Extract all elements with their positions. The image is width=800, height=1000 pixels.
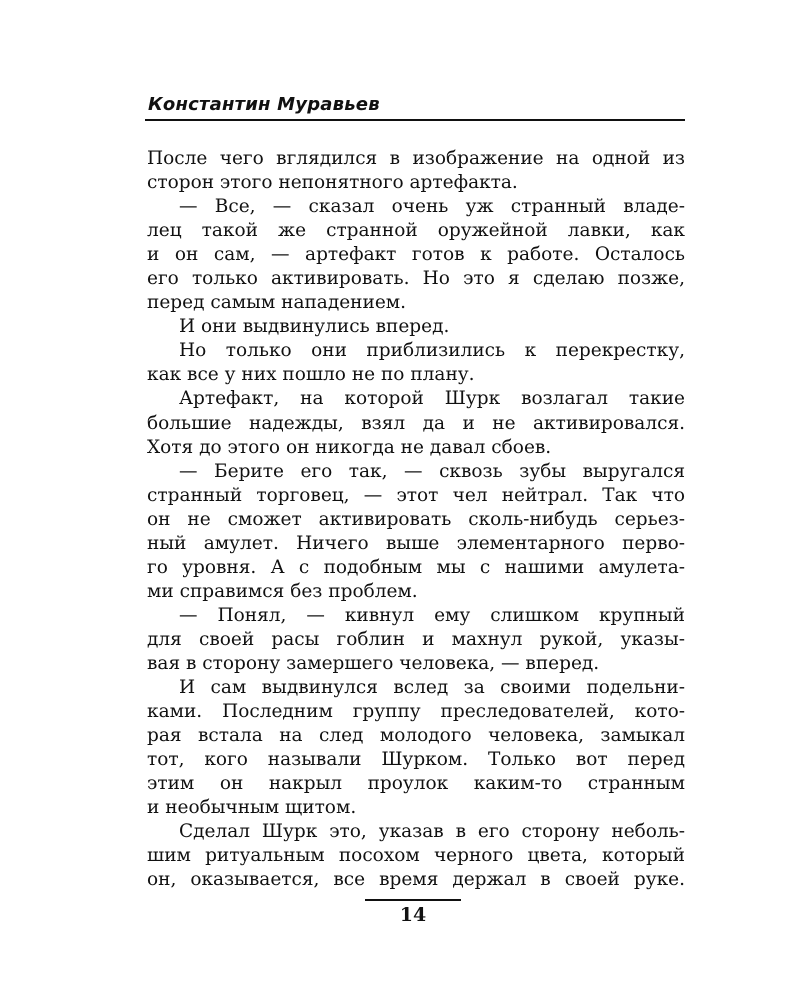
text-line: лец такой же странной оружейной лавки, как: [147, 220, 685, 242]
text-line: ками. Последним группу преследователей, кото-: [147, 701, 685, 723]
body-text: [147, 147, 685, 892]
text-line: После чего вглядился в изображение на одной из: [147, 148, 685, 169]
folio-rule: [365, 899, 461, 901]
text-line: рая встала на след молодого человека, замыкал: [147, 725, 685, 747]
header-rule: [145, 119, 685, 121]
text-line: он не сможет активировать сколь-нибудь серьез-: [147, 508, 685, 530]
running-head-author: Константин Муравьев: [148, 94, 380, 115]
text-line: его только активировать. Но это я сделаю позже,: [147, 268, 685, 290]
text-line: тот, кого называли Шурком. Только вот перед: [147, 749, 685, 771]
text-line: — Понял, — кивнул ему слишком крупный: [179, 604, 685, 626]
text-line: го уровня. А с подобным мы с нашими амулета-: [147, 556, 685, 578]
text-line: — Все, — сказал очень уж странный владе-: [179, 196, 685, 218]
text-line: как все у них пошло не по плану.: [147, 364, 475, 386]
text-line: сторон этого непонятного артефакта.: [147, 172, 518, 194]
text-line: вая в сторону замершего человека, — вперед.: [147, 652, 600, 674]
text-line: И сам выдвинулся вслед за своими подельни-: [179, 677, 685, 699]
page-number: 14: [399, 904, 427, 926]
text-line: и он сам, — артефакт готов к работе. Осталось: [147, 244, 685, 266]
text-line: он, оказывается, все время держал в своей руке.: [147, 869, 685, 891]
text-line: ми справимся без проблем.: [147, 580, 418, 602]
text-line: странный торговец, — этот чел нейтрал. Так что: [147, 484, 685, 506]
text-line: большие надежды, взял да и не активировался.: [147, 412, 685, 434]
text-line: перед самым нападением.: [147, 292, 407, 314]
text-line: Сделал Шурк это, указав в его сторону неболь-: [179, 821, 685, 843]
text-line: Артефакт, на которой Шурк возлагал такие: [179, 388, 685, 410]
text-line: Хотя до этого он никогда не давал сбоев.: [147, 436, 552, 458]
text-line: и необычным щитом.: [147, 797, 357, 819]
text-line: этим он накрыл проулок каким-то странным: [147, 773, 685, 795]
text-line: для своей расы гоблин и махнул рукой, указы-: [147, 628, 685, 650]
text-line: шим ритуальным посохом черного цвета, который: [147, 845, 685, 867]
text-line: ный амулет. Ничего выше элементарного перво-: [147, 532, 685, 554]
text-line: И они выдвинулись вперед.: [179, 316, 450, 338]
text-line: Но только они приблизились к перекрестку,: [179, 340, 685, 362]
text-line: — Берите его так, — сквозь зубы выругался: [179, 460, 685, 482]
